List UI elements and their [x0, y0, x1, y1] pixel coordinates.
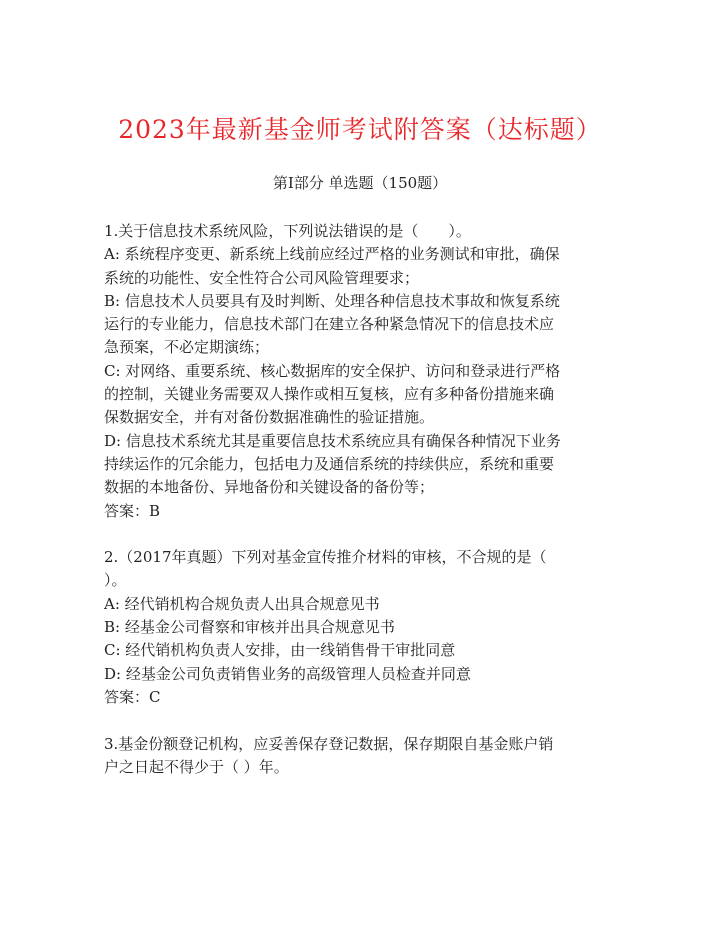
question-stem: 1.关于信息技术系统风险，下列说法错误的是（ ）。 — [104, 222, 471, 240]
question-stem: 3.基金份额登记机构，应妥善保存登记数据，保存期限自基金账户销 — [104, 734, 554, 753]
section-title: 第I部分 单选题（150题） — [272, 174, 448, 192]
answer-line: 答案：C — [104, 687, 161, 706]
option-c: C: 对网络、重要系统、核心数据库的安全保护、访问和登录进行严格 — [104, 361, 561, 380]
option-d: D: 信息技术系统尤其是重要信息技术系统应具有确保各种情况下业务 — [104, 431, 561, 450]
option-c-continued: 的控制，关键业务需要双人操作或相互复核，应有多种备份措施来确 — [104, 385, 555, 404]
option-b-continued: 急预案，不必定期演练； — [104, 338, 270, 357]
document-title: 2023年最新基金师考试附答案（达标题） — [118, 115, 602, 144]
question-stem-continued: ）。 — [104, 571, 127, 590]
answer-line: 答案：B — [104, 501, 161, 520]
option-c-continued: 保数据安全，并有对备份数据准确性的验证措施。 — [104, 408, 435, 427]
question-stem-continued: 户之日起不得少于（ ）年。 — [104, 757, 289, 776]
option-d: D: 经基金公司负责销售业务的高级管理人员检查并同意 — [104, 664, 471, 683]
option-b-continued: 运行的专业能力，信息技术部门在建立各种紧急情况下的信息技术应 — [104, 315, 555, 334]
question-1 — [104, 220, 620, 523]
option-b: B: 信息技术人员要具有及时判断、处理各种信息技术事故和恢复系统 — [104, 291, 560, 310]
option-b: B: 经基金公司督察和审核并出具合规意见书 — [104, 618, 395, 637]
spacer — [104, 709, 620, 732]
question-stem: 2.（2017年真题）下列对基金宣传推介材料的审核，不合规的是（ — [104, 548, 547, 567]
option-d-continued: 持续运作的冗余能力，包括电力及通信系统的持续供应，系统和重要 — [104, 454, 555, 473]
questions-content — [104, 220, 620, 779]
option-a-continued: 系统的功能性、安全性符合公司风险管理要求； — [104, 268, 420, 287]
option-c: C: 经代销机构负责人安排，由一线销售骨干审批同意 — [104, 641, 456, 660]
option-a: A: 系统程序变更、新系统上线前应经过严格的业务测试和审批，确保 — [104, 245, 560, 264]
question-2 — [104, 546, 620, 709]
spacer — [104, 523, 620, 546]
option-d-continued: 数据的本地备份、异地备份和关键设备的备份等； — [104, 478, 435, 497]
option-a: A: 经代销机构合规负责人出具合规意见书 — [104, 594, 380, 613]
question-3 — [104, 733, 620, 780]
